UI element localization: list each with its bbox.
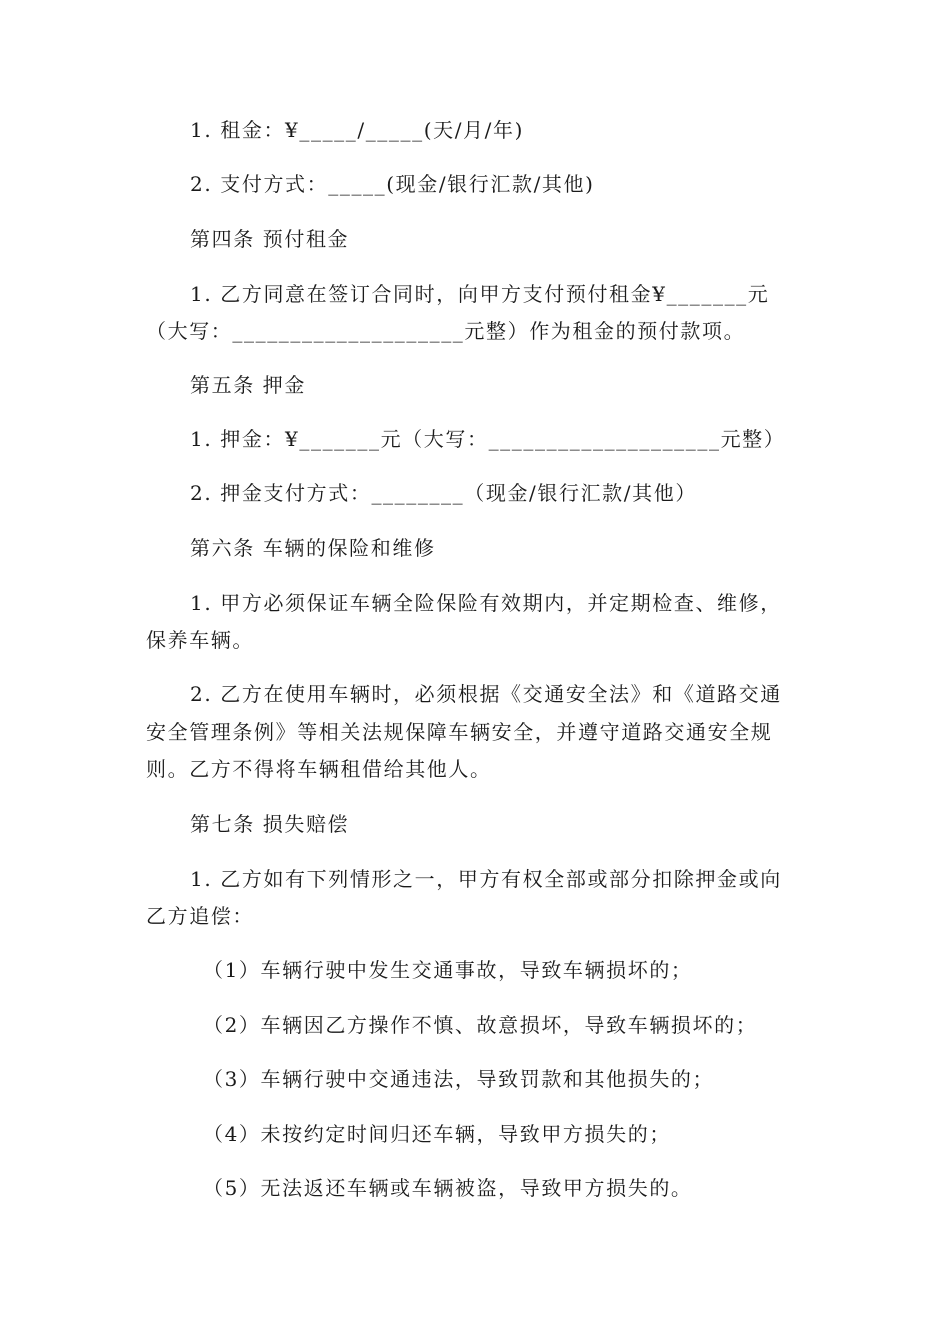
prepaid-rent-line-1: 1. 乙方同意在签订合同时，向甲方支付预付租金¥_______元 (190, 282, 770, 306)
list-item-2: （2）车辆因乙方操作不慎、故意损坏，导致车辆损坏的； (203, 1013, 758, 1037)
safety-clause-line-2: 安全管理条例》等相关法规保障车辆安全，并遵守道路交通安全规 (146, 720, 773, 744)
rent-amount-line: 1. 租金：¥_____/_____(天/月/年) (190, 118, 524, 142)
article-4-heading: 第四条 预付租金 (190, 227, 350, 251)
deposit-payment-line: 2. 押金支付方式：________（现金/银行汇款/其他） (190, 481, 697, 505)
insurance-clause-line-2: 保养车辆。 (146, 628, 254, 652)
prepaid-rent-line-2: （大写：____________________元整）作为租金的预付款项。 (146, 319, 746, 343)
list-item-1: （1）车辆行驶中发生交通事故，导致车辆损坏的； (203, 958, 693, 982)
list-item-3: （3）车辆行驶中交通违法，导致罚款和其他损失的； (203, 1067, 715, 1091)
insurance-clause-line-1: 1. 甲方必须保证车辆全险保险有效期内，并定期检查、维修， (190, 591, 782, 615)
compensation-clause-line-1: 1. 乙方如有下列情形之一，甲方有权全部或部分扣除押金或向 (190, 867, 782, 891)
list-item-5: （5）无法返还车辆或车辆被盗，导致甲方损失的。 (203, 1176, 693, 1200)
article-5-heading: 第五条 押金 (190, 373, 306, 397)
compensation-clause-line-2: 乙方追偿： (146, 904, 254, 928)
safety-clause-line-3: 则。乙方不得将车辆租借给其他人。 (146, 757, 492, 781)
payment-method-line: 2. 支付方式：_____(现金/银行汇款/其他) (190, 172, 595, 196)
article-7-heading: 第七条 损失赔偿 (190, 812, 350, 836)
article-6-heading: 第六条 车辆的保险和维修 (190, 536, 436, 560)
list-item-4: （4）未按约定时间归还车辆，导致甲方损失的； (203, 1122, 671, 1146)
safety-clause-line-1: 2. 乙方在使用车辆时，必须根据《交通安全法》和《道路交通 (190, 682, 782, 706)
deposit-amount-line: 1. 押金：¥_______元（大写：____________________元整） (190, 427, 786, 451)
